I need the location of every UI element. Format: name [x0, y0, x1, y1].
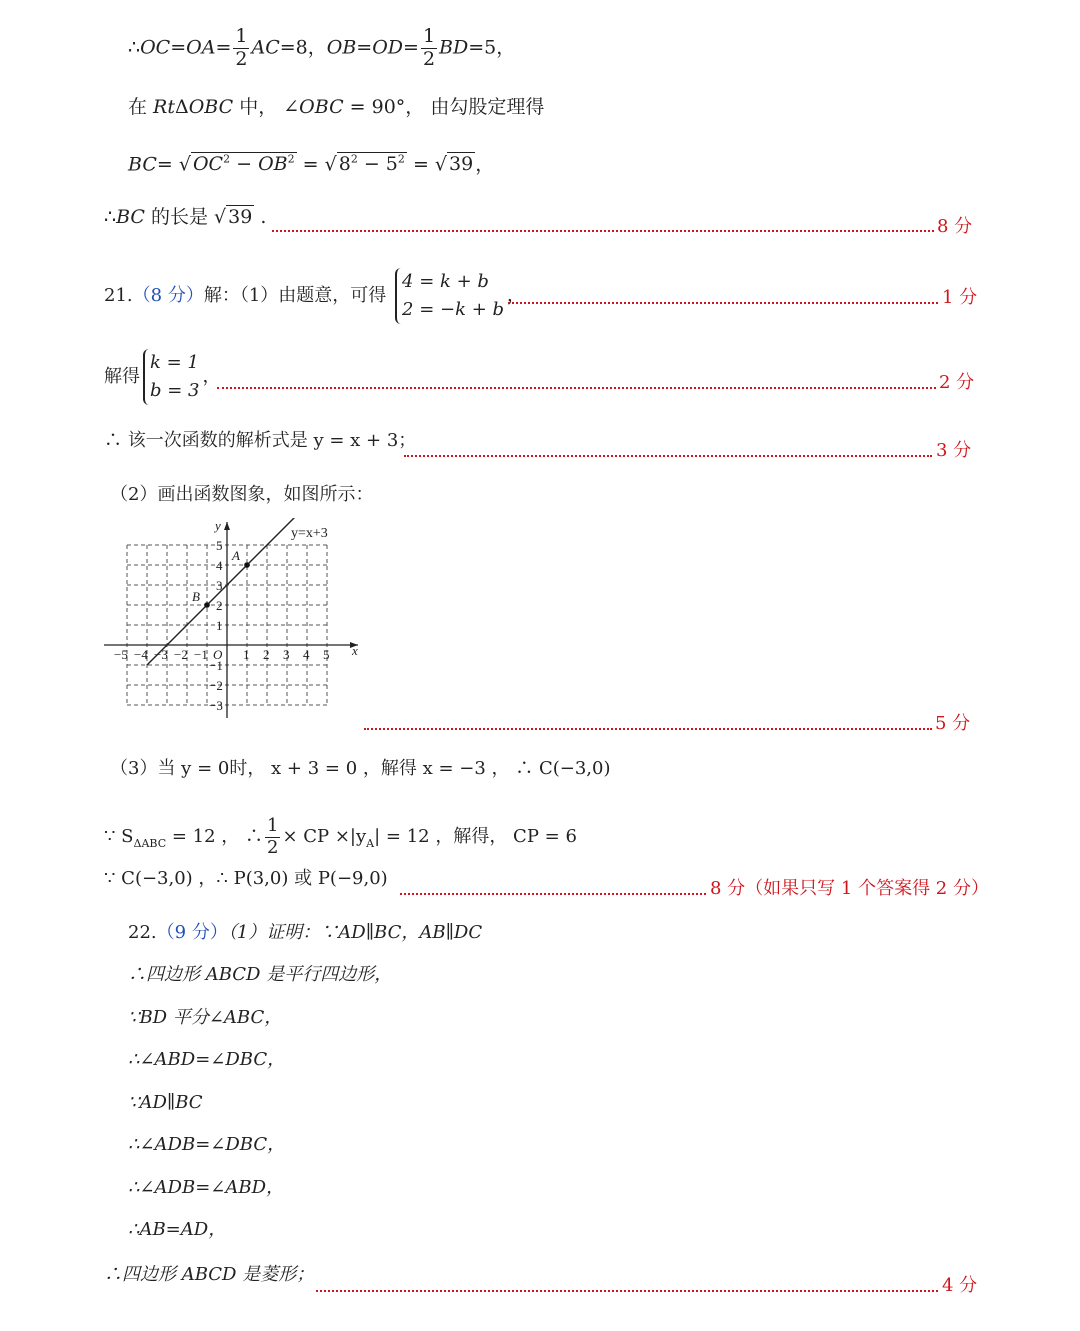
score-leader-dots: [316, 1290, 938, 1292]
question-22-line: 22.（9 分）（1）证明：∵AD∥BC，AB∥DC: [128, 922, 483, 943]
x-tick-label: 4: [303, 647, 310, 662]
y-tick-label: 4: [216, 558, 223, 573]
score-leader-dots: [217, 387, 936, 389]
function-expression-line: ∴ 该一次函数的解析式是 y = x + 3；: [104, 430, 417, 451]
question-points: （8 分）: [132, 284, 204, 306]
area-line: ∵ $S_{\Delta ABC} = 12$ ， ∴ $\frac{1}{2}$ × CP $\times|y_A| = 12$ ，解得， CP = 6: [104, 815, 577, 858]
derivation-line-3: BC= √ $OC^2 - OB^2$ = √ $8^2 - 5^2$ = √ 39 ，: [128, 153, 495, 176]
score-leader-dots: [508, 302, 938, 304]
derivation-line-4: ∴BC 的长是 √ 39 .: [104, 206, 267, 228]
x-tick-label: 5: [323, 647, 330, 662]
point-a-label: A: [232, 548, 240, 563]
score-leader-dots: [400, 893, 706, 895]
proof-line-6: ∴∠ADB=∠ABD，: [128, 1177, 285, 1198]
derivation-line-2: 在 RtΔOBC 中， ∠OBC = 90°， 由勾股定理得: [128, 96, 545, 118]
solution-line: 解得 k = 1 b = 3 ，: [104, 349, 221, 405]
x-tick-label: −3: [154, 647, 168, 662]
score-leader-dots: [404, 455, 932, 457]
question-number: 21.: [104, 284, 133, 306]
question-21-line: 21.（8 分）解：（1）由题意，可得 4 = k + b 2 = −k + b ，: [104, 268, 525, 324]
proof-line-7: ∴AB=AD，: [128, 1219, 227, 1240]
y-axis-label: y: [215, 518, 221, 533]
proof-line-4: ∵AD∥BC: [128, 1092, 203, 1113]
x-tick-label: −4: [134, 647, 148, 662]
score-mark-8-note: 8 分（如果只写 1 个答案得 2 分）: [710, 878, 989, 899]
score-mark-8: 8 分: [937, 216, 973, 237]
derivation-line-1: ∴OC=OA= $\frac{1}{2}$ AC=8，OB=OD= $\frac{1}{2}$ BD=5，: [128, 25, 516, 70]
proof-line-1: ∴四边形 ABCD 是平行四边形，: [128, 964, 393, 985]
score-mark-1: 1 分: [942, 287, 978, 308]
proof-line-2: ∵BD 平分∠ABC，: [128, 1007, 283, 1028]
result-line: ∵ C(−3,0) ，∴ P(3,0) 或 P(−9,0): [104, 868, 388, 889]
x-tick-label: 1: [243, 647, 250, 662]
proof-line-5: ∴∠ADB=∠DBC，: [128, 1134, 286, 1155]
question-text: 解：（1）由题意，可得: [203, 284, 387, 306]
score-leader-dots: [272, 230, 934, 232]
x-axis-label: x: [352, 643, 358, 658]
score-leader-dots: [364, 728, 932, 730]
x-tick-label: −1: [194, 647, 208, 662]
y-tick-label: 5: [216, 538, 223, 553]
x-tick-label: −5: [114, 647, 128, 662]
part-3-line: （3）当 y = 0时， x + 3 = 0 ，解得 x = −3 ， ∴ C(−3,0): [110, 758, 611, 779]
y-tick-label: −2: [209, 678, 223, 693]
score-mark-5: 5 分: [935, 713, 971, 734]
y-tick-label: 3: [216, 578, 223, 593]
point-b-label: B: [192, 589, 200, 604]
origin-label: O: [213, 647, 223, 662]
function-line-label: y=x+3: [291, 526, 328, 541]
score-mark-2: 2 分: [939, 372, 975, 393]
x-tick-label: 3: [283, 647, 290, 662]
y-axis-arrow: [224, 522, 230, 530]
point-a: [244, 562, 250, 568]
y-tick-label: 1: [216, 618, 223, 633]
y-tick-label: −1: [209, 658, 223, 673]
score-mark-3: 3 分: [936, 440, 972, 461]
y-tick-label: −3: [209, 698, 223, 713]
proof-line-8: ∴四边形 ABCD 是菱形；: [104, 1264, 315, 1285]
proof-line-3: ∴∠ABD=∠DBC，: [128, 1049, 286, 1070]
x-tick-label: 2: [263, 647, 270, 662]
score-mark-4: 4 分: [942, 1275, 978, 1296]
equation-system-b: k = 1 b = 3: [143, 349, 200, 405]
function-graph: [100, 518, 370, 723]
x-tick-label: −2: [174, 647, 188, 662]
equation-system-a: 4 = k + b 2 = −k + b: [395, 268, 504, 324]
point-b: [204, 602, 210, 608]
part-2-line: （2）画出函数图象，如图所示：: [110, 484, 374, 505]
y-tick-label: 2: [216, 598, 223, 613]
